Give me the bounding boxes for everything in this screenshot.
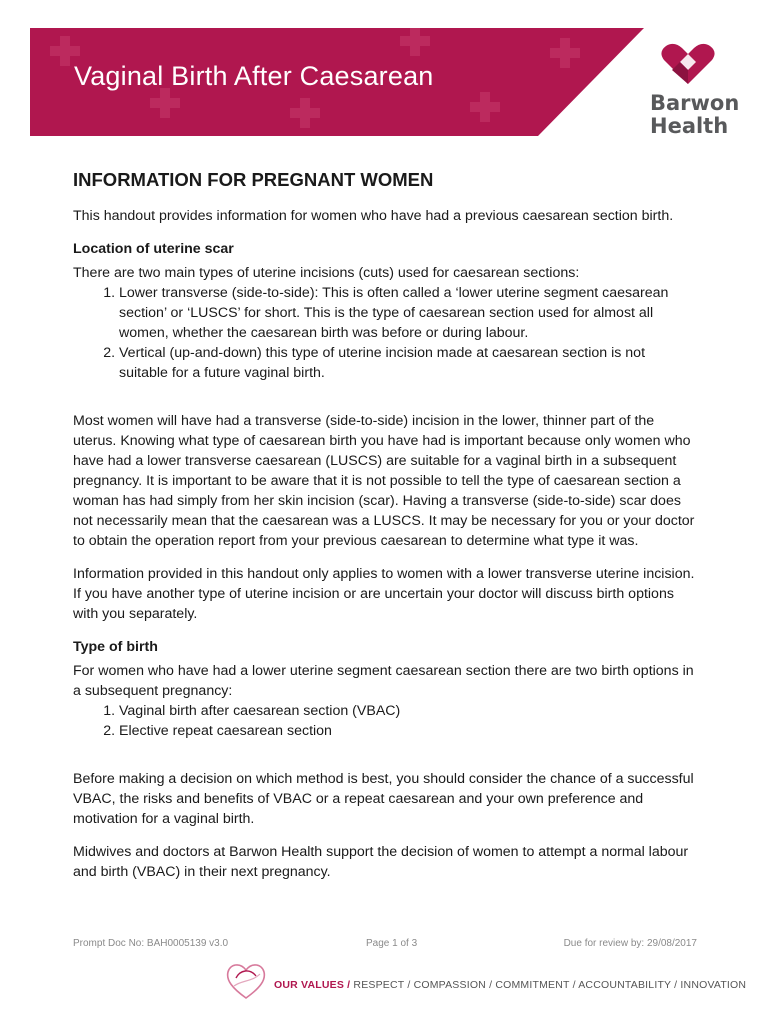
scar-list-item: 2. Vertical (up-and-down) this type of uterine incision made at caesarean section is not suitable for a future vaginal birth. [119,343,697,383]
scar-lead: There are two main types of uterine incisions (cuts) used for caesarean sections: [73,265,580,281]
birth-paragraph-1: Before making a decision on which method is best, you should consider the chance of a successful VBAC, the risks and benefits of VBAC or a repeat caesarean and your own preference and motivation for a vaginal birth. [73,771,694,827]
scar-paragraph-2: Information provided in this handout only applies to women with a lower transverse uterine incision. If you have another type of uterine incision or are uncertain your doctor will discuss birth options with you separately. [73,566,695,622]
document-body [73,168,697,895]
barwon-health-logo [640,40,740,140]
birth-lead: For women who have had a lower uterine segment caesarean section there are two birth options in a subsequent pregnancy: [73,663,694,699]
scar-list-item: 1. Lower transverse (side-to-side): This is often called a ‘lower uterine segment caesarean section’ or ‘LUSCS’ for short. This is the type of caesarean section used for almost all women, whether the caesarean birth was before or during labour. [119,283,697,343]
values-heart-icon [222,956,270,1004]
main-heading: INFORMATION FOR PREGNANT WOMEN [73,169,434,190]
logo-line-2: Health [650,114,729,138]
birth-list-item: 2. Elective repeat caesarean section [119,721,697,741]
page-number: Page 1 of 3 [366,938,418,949]
document-number: Prompt Doc No: BAH0005139 v3.0 [73,938,229,949]
birth-list [73,701,697,741]
logo-line-1: Barwon [650,91,740,115]
birth-list-item: 1. Vaginal birth after caesarean section (VBAC) [119,701,697,721]
logo-wordmark [650,92,739,138]
intro-paragraph: This handout provides information for women who have had a previous caesarean section birth. [73,208,674,224]
values-bar [222,956,747,1006]
scar-list [73,283,697,383]
scar-heading: Location of uterine scar [73,241,234,257]
heart-logo-icon [658,42,718,86]
values-text [274,979,746,991]
birth-heading: Type of birth [73,639,158,655]
values-label: OUR VALUES / [274,979,351,991]
birth-paragraph-2: Midwives and doctors at Barwon Health support the decision of women to attempt a normal labour and birth (VBAC) in their next pregnancy. [73,844,689,880]
document-title: Vaginal Birth After Caesarean [74,61,434,91]
review-date: Due for review by: 29/08/2017 [563,938,697,949]
header-banner [30,28,644,136]
scar-paragraph-1: Most women will have had a transverse (side-to-side) incision in the lower, thinner part of the uterus. Knowing what type of caesarean birth you have had is important because only women who have had a lower transverse caesarean (LUSCS) are suitable for a vaginal birth in a subsequent pregnancy. It is important to be aware that it is not possible to tell the type of caesarean section a woman has had simply from her skin incision (scar). Having a transverse (side-to-side) scar does not necessarily mean that the caesarean was a LUSCS. It may be necessary for you or your doctor to obtain the operation report from your previous caesarean to determine what type it was. [73,413,695,549]
values-list: RESPECT / COMPASSION / COMMITMENT / ACCOUNTABILITY / INNOVATION [350,979,747,991]
